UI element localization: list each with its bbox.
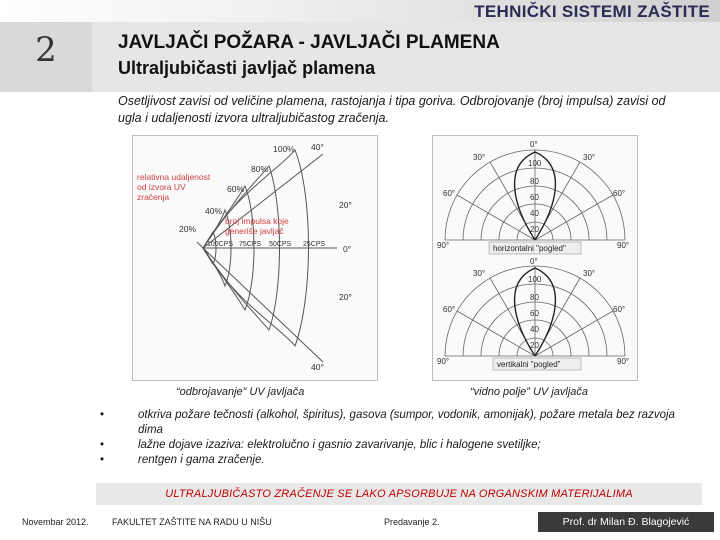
cps-label: 100CPS [207, 241, 234, 248]
angle-label: 60° [613, 305, 626, 314]
angle-label: 40° [311, 142, 324, 152]
footer-lecture: Predavanje 2. [384, 517, 440, 527]
cps-label: 25CPS [303, 241, 326, 248]
bullet-item [100, 453, 700, 468]
pulses-label: broj impulsa koje generiše javljač [225, 216, 289, 236]
highlight-banner: ULTRALJUBIČASTO ZRAČENJE SE LAKO APSORBUJE NA ORGANSKIM MATERIJALIMA [96, 483, 702, 505]
radial-label: 60 [530, 193, 539, 202]
radial-label: 80 [530, 177, 539, 186]
angle-label: 30° [473, 153, 486, 162]
course-brand: TEHNIČKI SISTEMI ZAŠTITE [474, 2, 710, 21]
slide-title: JAVLJAČI POŽARA - JAVLJAČI PLAMENA [118, 32, 500, 53]
radial-label: 60 [530, 309, 539, 318]
bullet-text: otkriva požare tečnosti (alkohol, špiritus), gasova (sumpor, vodonik, amonijak), požare metala bez razvoja dima [138, 409, 675, 436]
slide-subtitle: Ultraljubičasti javljač plamena [118, 58, 376, 78]
bullet-text: rentgen i gama zračenje. [138, 454, 265, 466]
radial-label: 20 [530, 341, 539, 350]
bullet-item [100, 408, 700, 438]
bullet-dot: • [100, 454, 105, 466]
pct-label: 100% [273, 144, 295, 154]
bullet-dot: • [100, 439, 105, 451]
angle-label: 90° [617, 357, 630, 366]
angle-label: 90° [617, 241, 630, 250]
radial-label: 100 [528, 159, 542, 168]
angle-label: 60° [613, 189, 626, 198]
bullet-text: lažne dojave izaziva: elektrolučno i gasnio zavarivanje, blic i halogene svetiljke; [138, 439, 541, 451]
footer-faculty: FAKULTET ZAŠTITE NA RADU U NIŠU [112, 517, 272, 527]
angle-label: 90° [437, 241, 450, 250]
cps-label: 75CPS [239, 241, 262, 248]
field-of-view-figure [432, 135, 638, 381]
cps-label: 50CPS [269, 241, 292, 248]
angle-label: 40° [311, 362, 324, 372]
angle-label: 30° [583, 153, 596, 162]
angle-label: 0° [530, 140, 538, 149]
radial-label: 20 [530, 225, 539, 234]
angle-label: 60° [443, 305, 456, 314]
angle-label: 0° [343, 244, 352, 254]
distance-label: relativna udaljenost od izvora UV zračenja [137, 172, 211, 202]
pct-label: 60% [227, 184, 245, 194]
pct-label: 80% [251, 164, 269, 174]
sensitivity-figure [132, 135, 378, 381]
horizontal-view-label: horizontalni "pogled" [493, 244, 566, 253]
angle-label: 90° [437, 357, 450, 366]
angle-label: 20° [339, 200, 352, 210]
author-badge: Prof. dr Milan Đ. Blagojević [538, 512, 714, 532]
vertical-view-label: vertikalni "pogled" [497, 360, 561, 369]
bullet-dot: • [100, 409, 105, 421]
bullet-item [100, 438, 700, 453]
pct-label: 20% [179, 224, 197, 234]
radial-label: 40 [530, 209, 539, 218]
pct-label: 40% [205, 206, 223, 216]
angle-label: 60° [443, 189, 456, 198]
radial-label: 40 [530, 325, 539, 334]
slide-number: 2 [35, 30, 57, 70]
radial-label: 100 [528, 275, 542, 284]
radial-label: 80 [530, 293, 539, 302]
right-figure-caption: “vidno polje” UV javljača [470, 386, 588, 398]
angle-label: 20° [339, 292, 352, 302]
bullet-list [100, 408, 700, 468]
intro-paragraph: Osetljivost zavisi od veličine plamena, rastojanja i tipa goriva. Odbrojovanje (broj impulsa) zavisi od ugla i udaljenosti izvora ultraljubičastog zračenja. [118, 94, 666, 125]
left-figure-caption: “odbrojavanje” UV javljača [176, 386, 305, 398]
angle-label: 30° [473, 269, 486, 278]
angle-label: 0° [530, 257, 538, 266]
footer-date: Novembar 2012. [22, 517, 89, 527]
angle-label: 30° [583, 269, 596, 278]
field-of-view-diagram [433, 136, 637, 380]
